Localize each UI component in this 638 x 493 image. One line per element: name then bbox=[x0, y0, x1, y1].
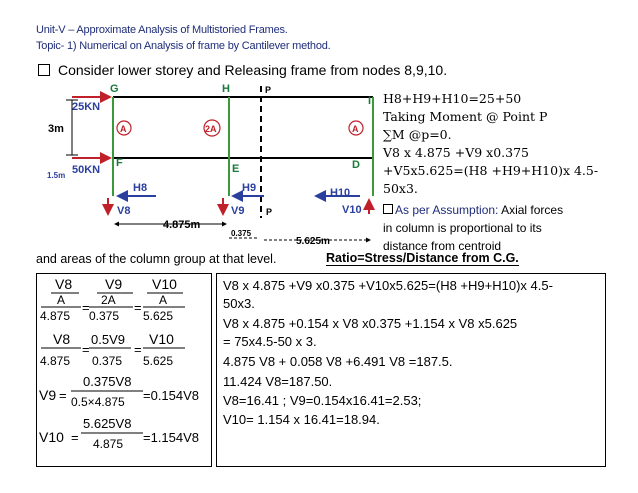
svg-text:5.625V8: 5.625V8 bbox=[83, 416, 132, 431]
solution-line-7: V8=16.41 ; V9=0.154x16.41=2.53; bbox=[223, 393, 422, 408]
assumption-line-2: in column is proportional to its bbox=[383, 221, 542, 235]
checkbox-bullet-icon bbox=[383, 204, 393, 214]
svg-text:V10: V10 bbox=[152, 276, 177, 292]
svg-text:V8: V8 bbox=[53, 331, 71, 347]
svg-text:2A: 2A bbox=[101, 293, 116, 307]
dim-right-label: 5.625m bbox=[296, 236, 330, 247]
svg-text:=: = bbox=[82, 342, 90, 357]
node-e: E bbox=[232, 163, 240, 175]
svg-text:=: = bbox=[59, 388, 67, 403]
header-title: Unit-V – Approximate Analysis of Multistoried Frames. bbox=[36, 24, 288, 36]
solution-line-6: 11.424 V8=187.50. bbox=[223, 374, 333, 389]
h9-label: H9 bbox=[242, 182, 257, 194]
height-upper-label: 3m bbox=[48, 123, 64, 135]
svg-text:A: A bbox=[159, 293, 168, 307]
header-topic: Topic- 1) Numerical on Analysis of frame by Cantilever method. bbox=[36, 40, 331, 52]
node-d: D bbox=[352, 159, 360, 171]
node-g: G bbox=[110, 83, 119, 95]
h10-label: H10 bbox=[330, 187, 351, 199]
load-top-label: 25KN bbox=[72, 101, 101, 113]
point-p-bottom: P bbox=[266, 207, 273, 217]
svg-text:A: A bbox=[57, 293, 66, 307]
node-i: I bbox=[368, 95, 372, 107]
svg-text:=: = bbox=[134, 342, 142, 357]
solution-line-3: V8 x 4.875 +0.154 x V8 x0.375 +1.154 x V8 x5.625 bbox=[223, 316, 518, 331]
eq-sum-h: H8+H9+H10=25+50 bbox=[383, 91, 522, 106]
solution-line-8: V10= 1.154 x 16.41=18.94. bbox=[223, 412, 380, 427]
eq-moment-3: 50x3. bbox=[383, 181, 418, 196]
solution-line-1: V8 x 4.875 +V9 x0.375 +V10x5.625=(H8 +H9+H10)x 4.5- bbox=[223, 278, 553, 293]
assumption-line-3: distance from centroid bbox=[383, 239, 502, 253]
solution-line-2: 50x3. bbox=[223, 296, 255, 311]
svg-text:V10: V10 bbox=[149, 331, 174, 347]
assumption-label: As per Assumption: bbox=[395, 203, 499, 217]
svg-text:V9: V9 bbox=[105, 276, 123, 292]
svg-text:0.5×4.875: 0.5×4.875 bbox=[71, 395, 125, 409]
node-h: H bbox=[222, 83, 230, 95]
ratio-equations-box bbox=[36, 273, 212, 467]
solution-line-5: 4.875 V8 + 0.058 V8 +6.491 V8 =187.5. bbox=[223, 354, 453, 369]
svg-text:0.375: 0.375 bbox=[89, 309, 120, 323]
dim-left-label: 4.875m bbox=[163, 219, 201, 231]
v10-label: V10 bbox=[342, 204, 362, 216]
svg-text:4.875: 4.875 bbox=[40, 309, 71, 323]
svg-text:=: = bbox=[82, 300, 90, 315]
eq-moment-2: +V5x5.625=(H8 +H9+H10)x 4.5- bbox=[383, 163, 599, 178]
svg-text:4.875: 4.875 bbox=[40, 354, 71, 368]
solution-line-4: = 75x4.5-50 x 3. bbox=[223, 334, 317, 349]
load-bottom-label: 50KN bbox=[72, 164, 101, 176]
intro-text: Consider lower storey and Releasing frame from nodes 8,9,10. bbox=[58, 62, 448, 78]
svg-text:=: = bbox=[134, 300, 142, 315]
eq-taking-moment: Taking Moment @ Point P bbox=[383, 109, 548, 124]
bay-a2-label: 2A bbox=[205, 124, 217, 134]
svg-text:0.5V9: 0.5V9 bbox=[91, 332, 125, 347]
bay-a1-label: A bbox=[120, 124, 127, 134]
v8-label: V8 bbox=[117, 205, 131, 217]
solution-box bbox=[216, 273, 606, 467]
eq-sum-m: ∑M @p=0. bbox=[383, 127, 452, 142]
ratio-equations bbox=[37, 274, 211, 466]
height-lower-label: 1.5m bbox=[47, 171, 66, 180]
svg-text:V10: V10 bbox=[39, 429, 64, 445]
ratio-line: Ratio=Stress/Distance from C.G. bbox=[326, 251, 519, 265]
svg-text:=1.154V8: =1.154V8 bbox=[143, 430, 200, 445]
svg-text:=0.154V8: =0.154V8 bbox=[143, 388, 200, 403]
areas-line: and areas of the column group at that level. bbox=[36, 252, 277, 266]
assumption-text-1: Axial forces bbox=[498, 203, 564, 217]
svg-text:5.625: 5.625 bbox=[143, 354, 174, 368]
point-p-top: P bbox=[265, 85, 272, 95]
svg-text:5.625: 5.625 bbox=[143, 309, 174, 323]
dim-small-label: 0.375 bbox=[231, 229, 252, 238]
v9-label: V9 bbox=[231, 205, 245, 217]
assumption-line-1 bbox=[383, 202, 563, 218]
node-f: F bbox=[116, 157, 123, 169]
svg-text:V9: V9 bbox=[39, 387, 57, 403]
svg-text:V8: V8 bbox=[55, 276, 73, 292]
h8-label: H8 bbox=[133, 182, 148, 194]
svg-text:=: = bbox=[71, 430, 79, 445]
bay-a3-label: A bbox=[352, 124, 359, 134]
svg-text:4.875: 4.875 bbox=[93, 437, 124, 451]
svg-text:0.375: 0.375 bbox=[92, 354, 123, 368]
svg-text:0.375V8: 0.375V8 bbox=[83, 374, 132, 389]
eq-moment-1: V8 x 4.875 +V9 x0.375 bbox=[383, 145, 529, 160]
